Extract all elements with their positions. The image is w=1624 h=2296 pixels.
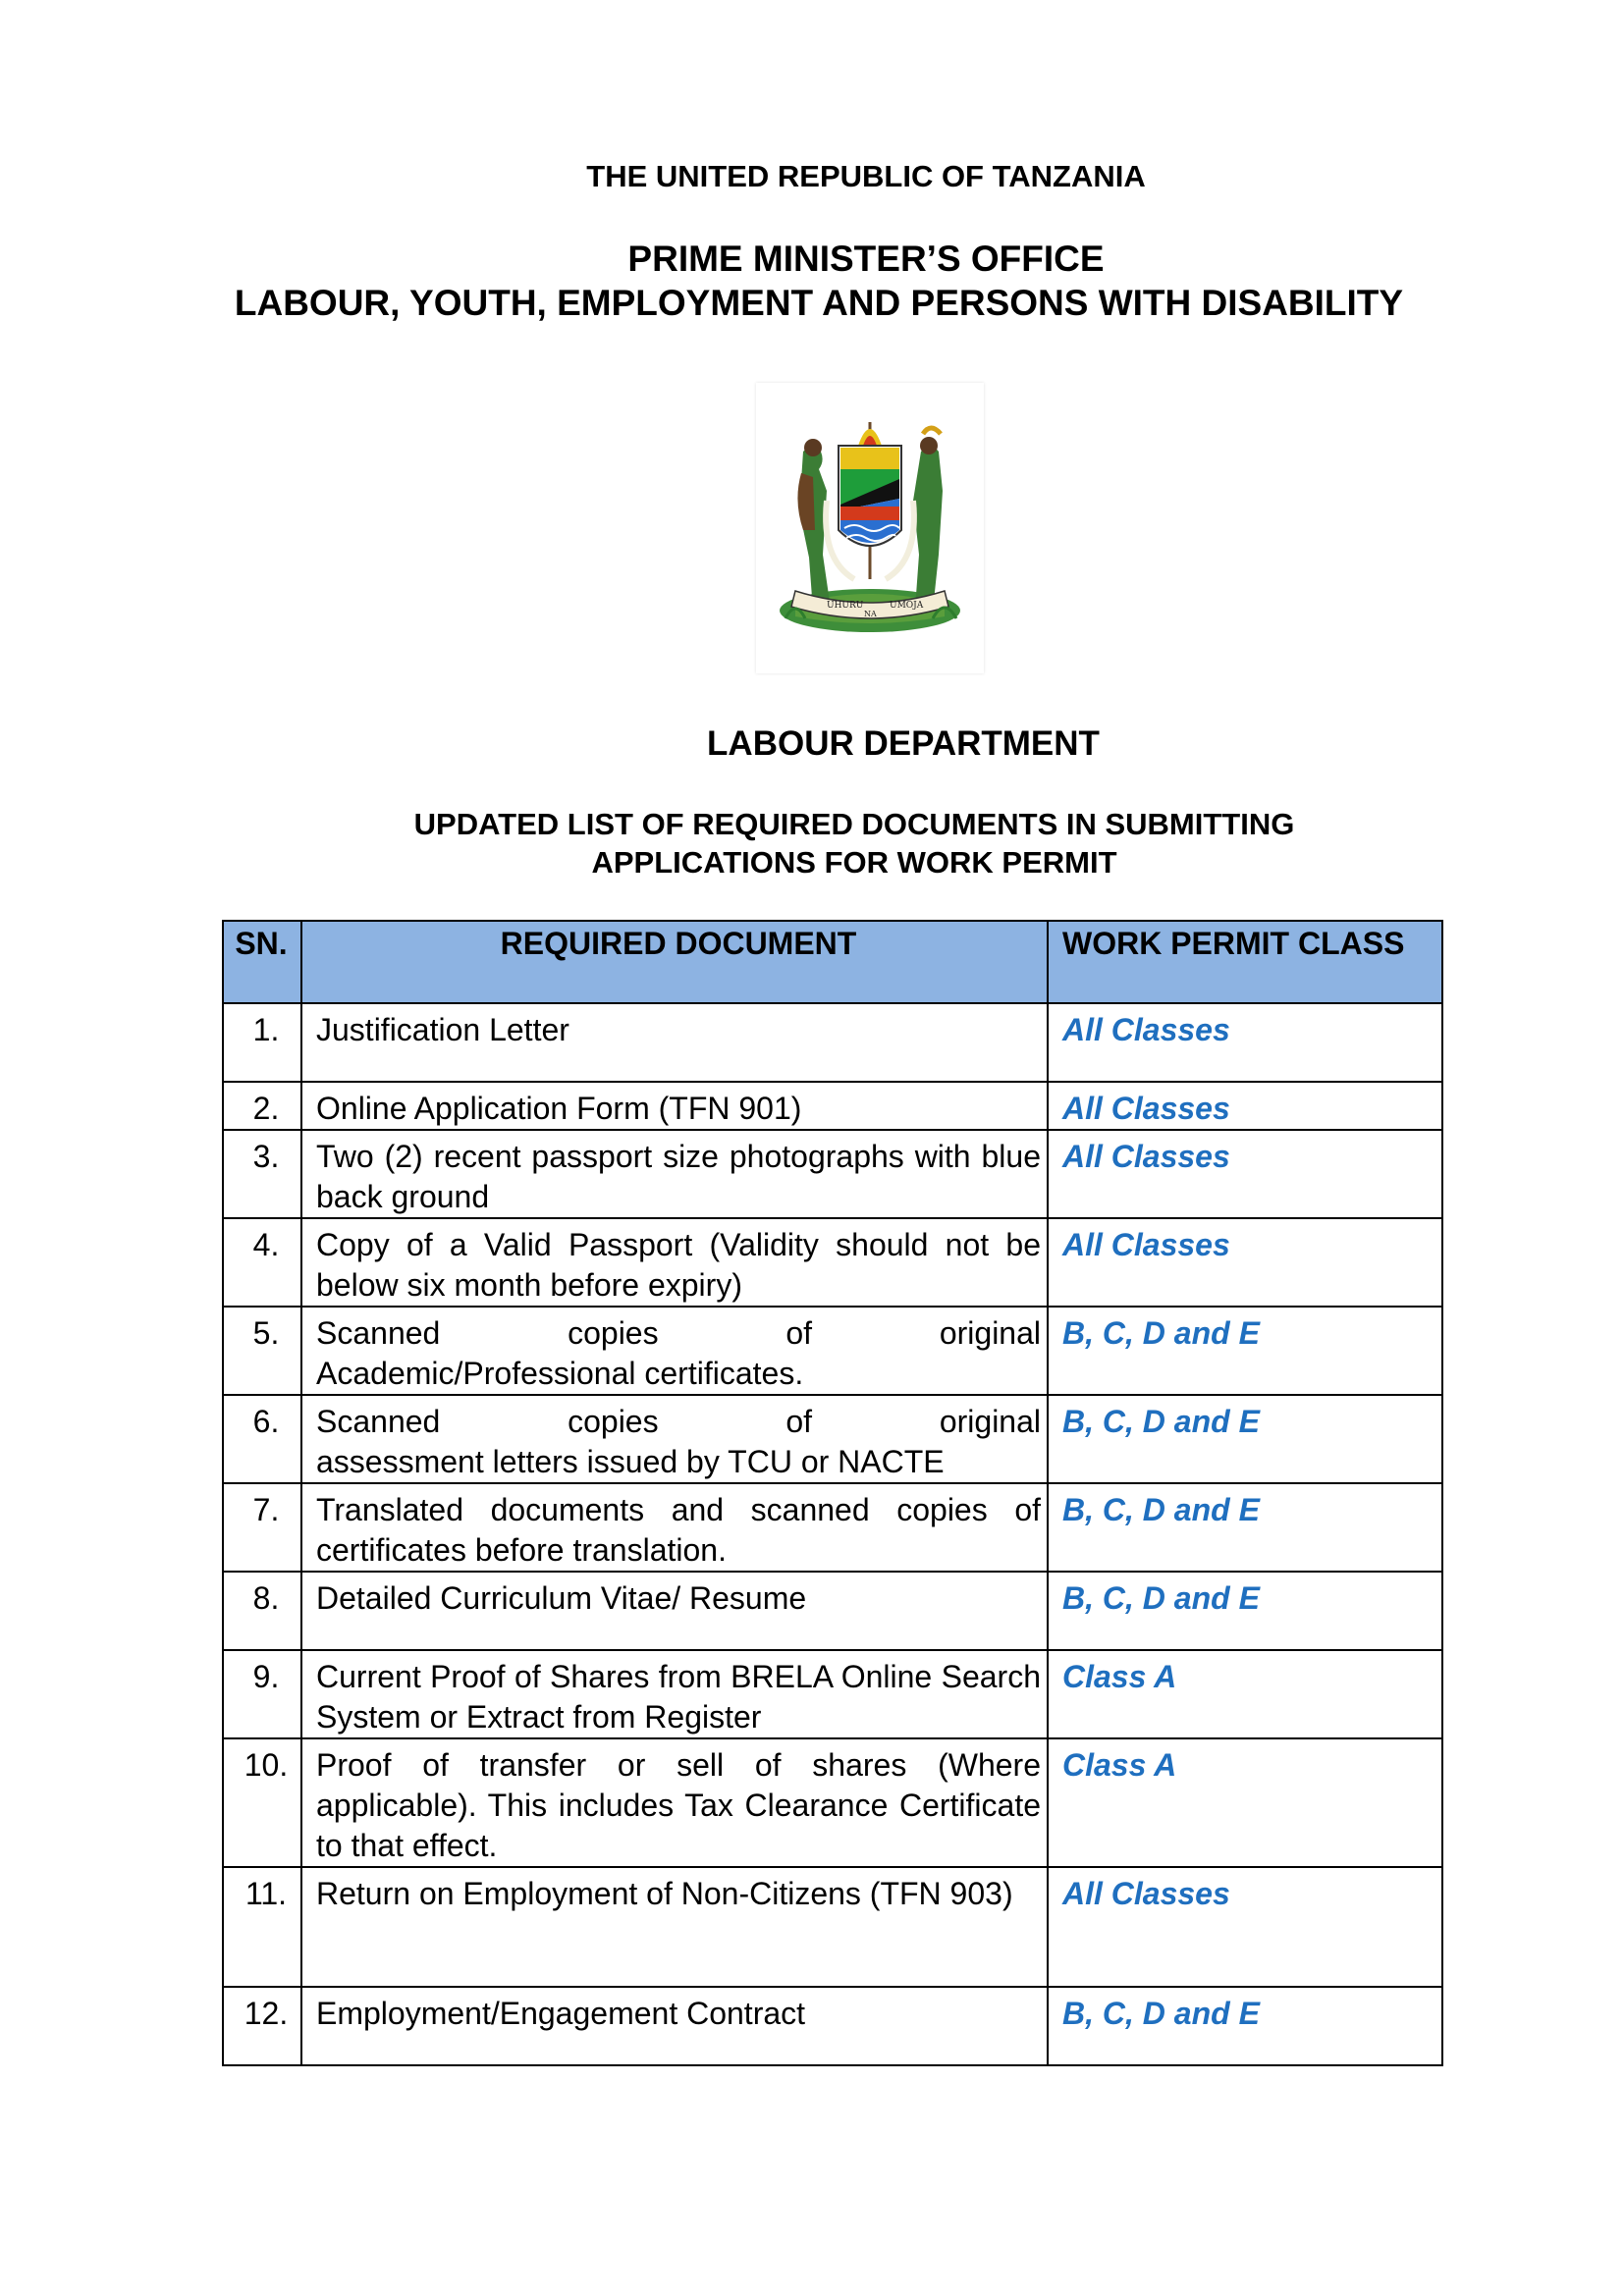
- row-sn: 5.: [223, 1307, 301, 1395]
- row-sn: 8.: [223, 1572, 301, 1650]
- row-document: Online Application Form (TFN 901): [301, 1082, 1048, 1130]
- column-header-document: REQUIRED DOCUMENT: [301, 921, 1048, 1003]
- row-class: B, C, D and E: [1048, 1395, 1442, 1483]
- row-document: Detailed Curriculum Vitae/ Resume: [301, 1572, 1048, 1650]
- row-sn: 4.: [223, 1218, 301, 1307]
- list-title-line2: APPLICATIONS FOR WORK PERMIT: [591, 845, 1117, 880]
- table-row: [223, 1572, 1442, 1650]
- row-document-line1: Scanned copies of original: [316, 1404, 1041, 1439]
- row-document: Two (2) recent passport size photographs with blue back ground: [301, 1130, 1048, 1218]
- row-document: [301, 1395, 1048, 1483]
- row-document: Translated documents and scanned copies of certificates before translation.: [301, 1483, 1048, 1572]
- row-document-line1: Scanned copies of original: [316, 1315, 1041, 1351]
- row-document-line2: Academic/Professional certificates.: [316, 1356, 804, 1391]
- motto-left: UHURU: [827, 601, 864, 611]
- row-sn: 2.: [223, 1082, 301, 1130]
- motto-mid: NA: [864, 610, 877, 618]
- table-row: [223, 1130, 1442, 1218]
- table-row: [223, 1483, 1442, 1572]
- table-row: [223, 1395, 1442, 1483]
- row-sn: 9.: [223, 1650, 301, 1738]
- column-header-sn: SN.: [223, 921, 301, 1003]
- row-document: Employment/Engagement Contract: [301, 1987, 1048, 2065]
- table-header-row: [223, 921, 1442, 1003]
- row-class: B, C, D and E: [1048, 1483, 1442, 1572]
- ministry-title: LABOUR, YOUTH, EMPLOYMENT AND PERSONS WITH DISABILITY: [234, 283, 1404, 323]
- row-sn: 12.: [223, 1987, 301, 2065]
- row-class: All Classes: [1048, 1003, 1442, 1082]
- row-class: All Classes: [1048, 1130, 1442, 1218]
- row-document: Current Proof of Shares from BRELA Online Search System or Extract from Register: [301, 1650, 1048, 1738]
- row-document: Justification Letter: [301, 1003, 1048, 1082]
- table-row: [223, 1738, 1442, 1867]
- office-title: PRIME MINISTER’S OFFICE: [627, 239, 1105, 279]
- country-title: THE UNITED REPUBLIC OF TANZANIA: [586, 159, 1146, 193]
- table-row: [223, 1003, 1442, 1082]
- row-sn: 3.: [223, 1130, 301, 1218]
- row-class: Class A: [1048, 1650, 1442, 1738]
- coat-of-arms-icon: [756, 383, 984, 673]
- row-document-line2: assessment letters issued by TCU or NACTE: [316, 1444, 945, 1479]
- list-title-line1: UPDATED LIST OF REQUIRED DOCUMENTS IN SUBMITTING: [413, 807, 1295, 841]
- table-row: [223, 1867, 1442, 1987]
- department-title: LABOUR DEPARTMENT: [707, 724, 1100, 763]
- table-row: [223, 1987, 1442, 2065]
- row-sn: 10.: [223, 1738, 301, 1867]
- row-document: [301, 1307, 1048, 1395]
- row-sn: 11.: [223, 1867, 301, 1987]
- row-document: Return on Employment of Non-Citizens (TFN 903): [301, 1867, 1048, 1987]
- table-row: [223, 1082, 1442, 1130]
- row-sn: 6.: [223, 1395, 301, 1483]
- row-class: B, C, D and E: [1048, 1987, 1442, 2065]
- row-document: Proof of transfer or sell of shares (Where applicable). This includes Tax Clearance Certificate to that effect.: [301, 1738, 1048, 1867]
- required-documents-table: [222, 920, 1443, 2066]
- row-class: All Classes: [1048, 1867, 1442, 1987]
- row-document: Copy of a Valid Passport (Validity should not be below six month before expiry): [301, 1218, 1048, 1307]
- row-class: All Classes: [1048, 1082, 1442, 1130]
- motto-right: UMOJA: [890, 601, 924, 611]
- row-class: B, C, D and E: [1048, 1572, 1442, 1650]
- table-row: [223, 1650, 1442, 1738]
- row-class: Class A: [1048, 1738, 1442, 1867]
- row-sn: 7.: [223, 1483, 301, 1572]
- column-header-class: WORK PERMIT CLASS: [1048, 921, 1442, 1003]
- table-row: [223, 1218, 1442, 1307]
- row-class: B, C, D and E: [1048, 1307, 1442, 1395]
- row-sn: 1.: [223, 1003, 301, 1082]
- row-class: All Classes: [1048, 1218, 1442, 1307]
- table-row: [223, 1307, 1442, 1395]
